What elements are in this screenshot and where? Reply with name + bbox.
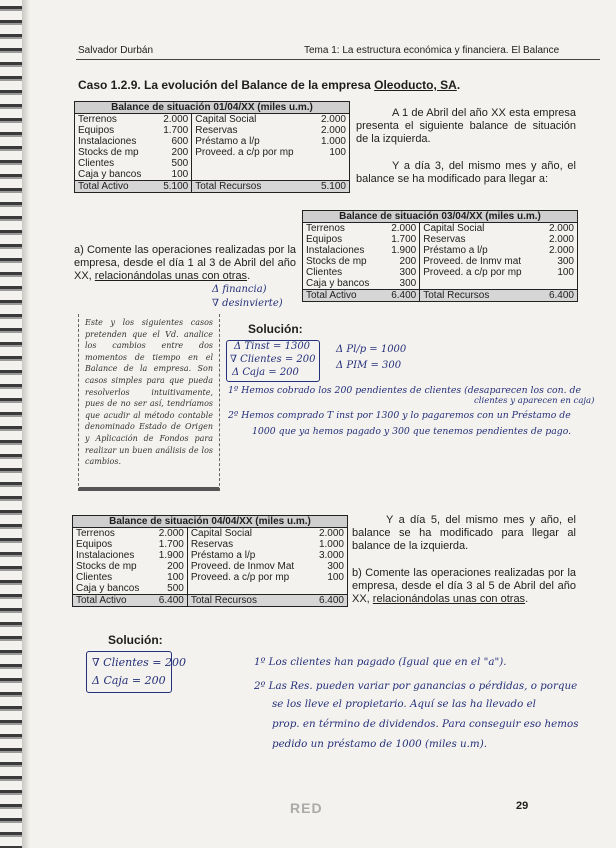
question-b-underlined: relacionándolas unas con otras	[372, 593, 526, 605]
asset-value: 2.000	[383, 223, 419, 235]
liability-label: Capital Social	[195, 114, 257, 125]
hw-b-caja: Δ Caja = 200	[92, 674, 166, 687]
liability-label: Proveed. a c/p por mp	[423, 267, 522, 278]
spiral-binding	[0, 0, 22, 848]
balance-row	[75, 147, 350, 158]
title-suffix: .	[456, 78, 461, 92]
page-number: 29	[516, 800, 529, 812]
hw-delta-plp: Δ Pl/p = 1000	[336, 344, 407, 355]
asset-value: 100	[152, 572, 188, 583]
question-b	[352, 567, 576, 606]
hw-delta-tinst: Δ Tinst = 1300	[234, 341, 311, 352]
asset-value: 100	[155, 169, 191, 181]
liability-label: Proveed. a c/p por mp	[195, 147, 294, 158]
question-a-underlined: relacionándolas unas con otras	[94, 270, 248, 282]
liability-value: 2.000	[541, 223, 577, 235]
liability-value	[313, 169, 349, 181]
balance-total-row	[75, 181, 350, 193]
hw-financia: Δ financia)	[212, 284, 267, 295]
hw-nabla-clientes: ∇ Clientes = 200	[230, 354, 316, 365]
liability-label: Préstamo a l/p	[195, 136, 260, 147]
liability-value: 300	[312, 561, 348, 572]
liability-value: 100	[312, 572, 348, 583]
solution-heading-a: Solución:	[248, 322, 303, 336]
asset-label: Equipos	[303, 234, 384, 245]
liability-label: Proveed. de Inmv mat	[423, 256, 522, 267]
asset-label: Stocks de mp	[73, 561, 152, 572]
hw-desinvierte: ∇ desinvierte)	[212, 298, 283, 309]
liability-value	[313, 158, 349, 169]
balance-caption: Balance de situación 03/04/XX (miles u.m.)	[303, 211, 578, 223]
total-recursos-label: Total Recursos	[192, 181, 313, 193]
liability-label: Préstamo a l/p	[190, 550, 256, 561]
question-b-text: b) Comente las operaciones realizadas por la empresa, desde el día 3 al 5 de Abril del año XX,	[352, 567, 576, 605]
hw-b-line-1: 1º Los clientes han pagado (Igual que en el "a").	[254, 656, 507, 668]
asset-label: Equipos	[75, 125, 156, 136]
asset-value: 300	[383, 278, 419, 290]
liability-value	[312, 583, 348, 595]
liability-label: Proveed. a c/p por mp	[190, 572, 290, 583]
asset-label: Terrenos	[303, 223, 384, 235]
asset-value: 2.000	[152, 528, 188, 540]
total-activo-label: Total Activo	[303, 290, 384, 302]
liability-label: Reservas	[190, 539, 234, 550]
balance-table-03-04	[302, 210, 578, 302]
side-note: Este y los siguientes casos pretenden que el Vd. analice los cambios entre dos momentos de tiempo en el Balance de la empresa. Son casos simples para que pueda resolverlos intuitivamente, pues de no ser así, tendríamos que acudir al método contable denominado Estado de Origen y Aplicación de Fondos para realizar un buen análisis de los cambios.	[78, 314, 220, 491]
balance-table-04-04	[72, 515, 348, 607]
hw-b-line-5: pedido un préstamo de 1000 (miles u.m).	[272, 738, 487, 750]
total-recursos-value: 6.400	[541, 290, 577, 302]
liability-label: Proveed. de Inmov Mat	[190, 561, 295, 572]
balance-row	[73, 561, 348, 572]
asset-label: Clientes	[73, 572, 152, 583]
balance-row	[75, 125, 350, 136]
balance-row	[75, 114, 350, 126]
balance-row	[73, 572, 348, 583]
liability-value: 2.000	[541, 245, 577, 256]
asset-label: Instalaciones	[75, 136, 156, 147]
total-activo-label: Total Activo	[73, 595, 152, 607]
asset-label: Equipos	[73, 539, 152, 550]
asset-label: Caja y bancos	[303, 278, 384, 290]
asset-label: Stocks de mp	[75, 147, 156, 158]
balance-row	[303, 256, 578, 267]
question-b-end: .	[525, 593, 529, 605]
asset-label: Stocks de mp	[303, 256, 384, 267]
paragraph-intro: A 1 de Abril del año XX esta empresa presenta el siguiente balance de situación de la izquierda.	[356, 107, 576, 145]
asset-label: Clientes	[303, 267, 384, 278]
liability-value: 2.000	[313, 114, 349, 126]
asset-label: Caja y bancos	[73, 583, 152, 595]
hw-b-line-4: prop. en término de dividendos. Para conseguir eso hemos	[272, 718, 579, 730]
hw-line-2: 2º Hemos comprado T inst por 1300 y lo pagaremos con un Préstamo de	[228, 410, 571, 421]
question-a-end: .	[247, 270, 251, 282]
question-a	[74, 244, 296, 283]
title-company: Oleoducto, SA	[374, 78, 457, 92]
liability-label: Capital Social	[423, 223, 485, 234]
liability-label	[187, 583, 311, 595]
paragraph-day5: Y a día 5, del mismo mes y año, el balance se ha modificado para llegar al balance de la izquierda.	[352, 514, 576, 552]
asset-label: Terrenos	[75, 114, 156, 126]
balance-row	[75, 136, 350, 147]
liability-value: 2.000	[312, 528, 348, 540]
balance-row	[303, 223, 578, 235]
balance-total-row	[73, 595, 348, 607]
asset-value: 200	[155, 147, 191, 158]
publisher-logo: RED	[290, 800, 323, 816]
asset-value: 500	[152, 583, 188, 595]
balance-row	[73, 528, 348, 540]
liability-label	[420, 278, 541, 290]
asset-label: Instalaciones	[73, 550, 152, 561]
asset-value: 200	[383, 256, 419, 267]
hw-delta-pim: Δ PIM = 300	[336, 360, 402, 371]
liability-label: Préstamo a l/p	[423, 245, 488, 256]
hw-delta-caja: Δ Caja = 200	[232, 367, 299, 378]
liability-label	[192, 169, 313, 181]
hw-line-1b: clientes y aparecen en caja)	[474, 396, 595, 406]
header-divider	[76, 59, 600, 60]
asset-value: 200	[152, 561, 188, 572]
liability-value: 1.000	[312, 539, 348, 550]
asset-value: 1.900	[152, 550, 188, 561]
total-recursos-value: 5.100	[313, 181, 349, 193]
liability-value	[541, 278, 577, 290]
asset-label: Clientes	[75, 158, 156, 169]
total-activo-value: 6.400	[383, 290, 419, 302]
liability-value: 300	[541, 256, 577, 267]
asset-value: 1.900	[383, 245, 419, 256]
header-author: Salvador Durbán	[78, 45, 154, 56]
balance-row	[303, 234, 578, 245]
balance-caption: Balance de situación 04/04/XX (miles u.m.)	[73, 516, 348, 528]
asset-value: 600	[155, 136, 191, 147]
asset-label: Terrenos	[73, 528, 152, 540]
liability-label: Reservas	[195, 125, 238, 136]
header-chapter: Tema 1: La estructura económica y financiera. El Balance	[304, 45, 560, 56]
solution-heading-b: Solución:	[108, 633, 163, 647]
total-activo-value: 6.400	[152, 595, 188, 607]
asset-value: 300	[383, 267, 419, 278]
question-a-text: a) Comente las operaciones realizadas por la empresa, desde el día 1 al 3 de Abril del año XX,	[74, 244, 296, 282]
liability-label: Capital Social	[190, 528, 252, 539]
hw-b-line-2: 2º Las Res. pueden variar por ganancias o pérdidas, o porque	[254, 680, 578, 692]
hw-line-1: 1º Hemos cobrado los 200 pendientes de clientes (desaparecen los con. de	[228, 385, 582, 396]
balance-table-01-04	[74, 101, 350, 193]
liability-value: 1.000	[313, 136, 349, 147]
asset-value: 1.700	[152, 539, 188, 550]
total-activo-label: Total Activo	[75, 181, 156, 193]
total-activo-value: 5.100	[155, 181, 191, 193]
total-recursos-label: Total Recursos	[420, 290, 541, 302]
balance-row	[73, 539, 348, 550]
balance-total-row	[303, 290, 578, 302]
balance-row	[75, 158, 350, 169]
liability-label	[192, 158, 313, 169]
liability-value: 100	[541, 267, 577, 278]
balance-row	[73, 550, 348, 561]
total-recursos-label: Total Recursos	[187, 595, 311, 607]
balance-row	[303, 245, 578, 256]
binding-shadow	[22, 0, 30, 848]
liability-label: Reservas	[423, 234, 466, 245]
asset-label: Caja y bancos	[75, 169, 156, 181]
balance-caption: Balance de situación 01/04/XX (miles u.m.)	[75, 102, 350, 114]
asset-value: 2.000	[155, 114, 191, 126]
hw-line-2b: 1000 que ya hemos pagado y 300 que tenemos pendientes de pago.	[252, 426, 572, 437]
title-prefix: Caso 1.2.9. La evolución del Balance de la empresa	[78, 78, 375, 92]
liability-value: 3.000	[312, 550, 348, 561]
liability-value: 2.000	[313, 125, 349, 136]
hw-b-line-3: se los lleve el propietario. Aquí se las ha llevado el	[272, 698, 536, 710]
asset-label: Instalaciones	[303, 245, 384, 256]
balance-row	[303, 267, 578, 278]
total-recursos-value: 6.400	[312, 595, 348, 607]
balance-row	[303, 278, 578, 290]
paragraph-day3: Y a día 3, del mismo mes y año, el balance se ha modificado para llegar a:	[356, 160, 576, 185]
asset-value: 1.700	[155, 125, 191, 136]
asset-value: 500	[155, 158, 191, 169]
balance-row	[75, 169, 350, 181]
liability-value: 100	[313, 147, 349, 158]
balance-row	[73, 583, 348, 595]
case-title	[78, 78, 460, 92]
asset-value: 1.700	[383, 234, 419, 245]
liability-value: 2.000	[541, 234, 577, 245]
hw-b-clientes: ∇ Clientes = 200	[92, 656, 187, 669]
